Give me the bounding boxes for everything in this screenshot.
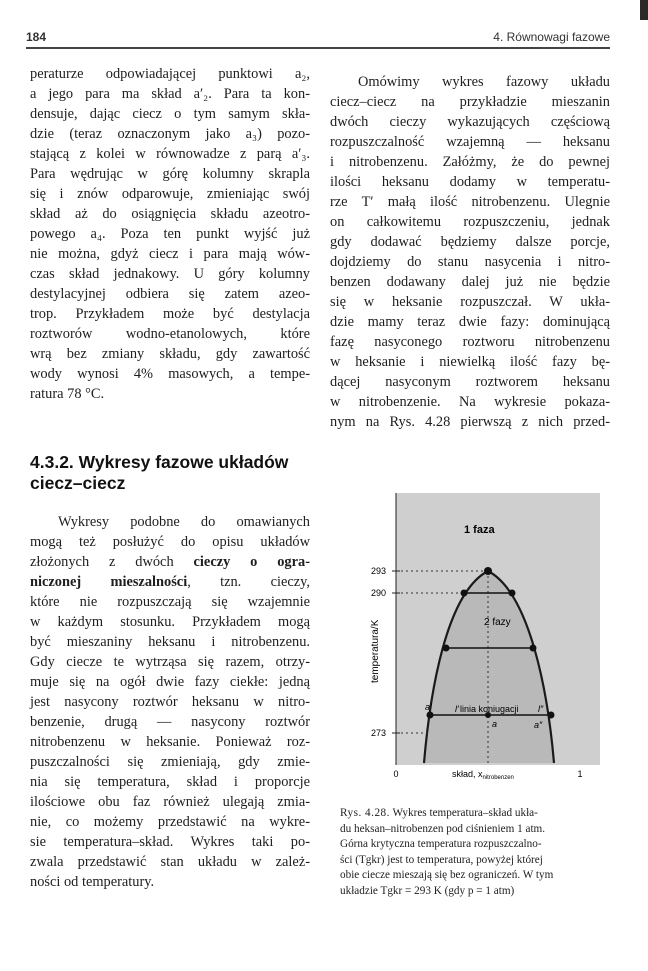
text-line: nie, co możemy przedstawić na wykre-	[30, 814, 310, 830]
text-line: a jego para ma skład a′₂. Para ta kon-	[30, 86, 310, 102]
text-line: i nitrobenzenu. Załóżmy, że do pewnej	[330, 154, 610, 170]
text-line: dzie (teraz oznaczonym jako a₃) pozo-	[30, 126, 310, 142]
text-line: sie temperatura–skład. Wykres taki po-	[30, 834, 310, 850]
text-line: benzen dodawany dalej już nie będzie	[330, 274, 610, 290]
caption-line: Górna krytyczna temperatura rozpuszczalno-	[340, 838, 542, 850]
critical-point	[484, 567, 492, 575]
text-line: w heksanie i niewielką ilość fazy bę-	[330, 354, 610, 370]
text-line: czas skład jednakowy. U góry kolumny	[30, 266, 310, 282]
label-two-phases: 2 fazy	[484, 617, 511, 628]
text-line: roztworów wodno-etanolowych, które	[30, 326, 310, 342]
text-line: wody wynosi 4% masowych, a tempe-	[30, 366, 310, 382]
text-line: mogą też posłużyć do opisu układów	[30, 534, 310, 550]
text-line: się w heksanie rozpuszczał. W ukła-	[330, 294, 610, 310]
text-line-mixed	[30, 572, 310, 592]
text-line: fazę nasyconego roztworu nitrobenzenu	[330, 334, 610, 350]
text-line: w każdym stosunku. Przykładem mogą	[30, 614, 310, 630]
point-a-prime-label: a′	[425, 702, 432, 712]
text-line: powego a₄. Poza ten punkt wyjść już	[30, 226, 310, 242]
caption-line: du heksan–nitrobenzen pod ciśnieniem 1 atm.	[340, 822, 546, 835]
text-fragment: złożonych z dwóch	[30, 554, 174, 570]
section-number: 4.3.2.	[30, 452, 74, 472]
y-axis-label: temperatura/K	[370, 619, 381, 683]
left-column-top	[30, 64, 310, 404]
chapter-title: 4. Równowagi fazowe	[493, 30, 610, 44]
tie-point	[548, 712, 555, 719]
text-line: peraturze odpowiadającej punktowi a₂,	[30, 66, 310, 82]
point-a-double-prime-label: a″	[534, 720, 543, 730]
tie-point	[530, 645, 537, 652]
text-line-mixed	[30, 552, 310, 572]
caption-lead: Rys. 4.28.	[340, 807, 390, 819]
page-corner-mark	[640, 0, 648, 20]
text-line: jest nasycony roztwór heksanu w nitro-	[30, 694, 310, 710]
text-line: Omówimy wykres fazowy układu	[358, 74, 610, 90]
text-line: nym na Rys. 4.28 pierwszą z nich przed-	[330, 414, 610, 430]
x-tick-label-1: 1	[577, 769, 583, 779]
text-line: Gdy ciecze te wytrząsa się razem, otrzy-	[30, 654, 310, 670]
left-column-bottom	[30, 512, 310, 892]
text-line: dwóch cieczy wykazujących częściową	[330, 114, 610, 130]
right-column	[330, 72, 610, 432]
text-line: zwala przedstawić stan układu w zależ-	[30, 854, 310, 870]
text-line: w nitrobenzenie. Na wykresie pokaza-	[330, 394, 610, 410]
section-title-line2: ciecz–ciecz	[30, 473, 126, 493]
x-axis-label-main: skład, x	[452, 769, 483, 779]
text-line: rze T′ małą ilość nitrobenzenu. Ulegnie	[330, 194, 610, 210]
text-line: nia się temperatura, skład i proporcje	[30, 774, 310, 790]
bold-term: niczonej mieszalności	[30, 574, 188, 590]
point-a-label: a	[492, 719, 498, 729]
tick-label-293: 293	[370, 566, 386, 576]
caption-line: układzie Tgkr = 293 K (gdy p = 1 atm)	[340, 884, 515, 897]
text-line: które nie rozpuszczają się wzajemnie	[30, 594, 310, 610]
text-line: on całkowitemu rozpuszczeniu, jednak	[330, 214, 610, 230]
tie-point	[461, 590, 468, 597]
text-line: Para wędrując w górę kolumny skrapla	[30, 166, 310, 182]
phase-diagram-figure	[368, 493, 600, 793]
header-rule	[26, 47, 610, 49]
tick-label-290: 290	[370, 588, 386, 598]
caption-line: obie ciecze mieszają się bez ograniczeń. W tym	[340, 869, 554, 881]
page-header	[26, 30, 610, 46]
x-axis-label-subscript: nitrobenzen	[482, 775, 514, 781]
marker-l-double-prime: l″	[538, 704, 544, 714]
text-line: dzie mamy teraz dwie fazy: dominującą	[330, 314, 610, 330]
tie-point	[509, 590, 516, 597]
caption-line	[340, 806, 610, 822]
tie-point	[427, 712, 434, 719]
caption-line: ści (Tgkr) jest to temperatura, powyżej której	[340, 853, 543, 866]
tie-line-label: linia koniugacji	[460, 704, 519, 714]
tick-label-273: 273	[370, 728, 386, 738]
text-line: Wykresy podobne do omawianych	[58, 514, 310, 530]
text-line: nie można, gdyż ciecz i para mają wów-	[30, 246, 310, 262]
text-line: benzenie, drugą — nasycony roztwór	[30, 714, 310, 730]
text-line: ciecz–ciecz na przykładzie mieszanin	[330, 94, 610, 110]
page-number: 184	[26, 30, 47, 44]
bold-term: cieczy o ogra-	[193, 554, 311, 570]
marker-l-prime: l′	[455, 704, 459, 714]
text-fragment: , tzn. cieczy,	[187, 574, 310, 590]
figure-caption	[340, 806, 610, 899]
text-line: ności od temperatury.	[30, 874, 155, 890]
text-line: ilości heksanu dodamy w temperatu-	[330, 174, 610, 190]
text-line: wrą bez zmiany składu, gdy zawartość	[30, 346, 310, 362]
label-one-phase: 1 faza	[464, 524, 495, 536]
text-line: destylacyjnej odbiera się zatem azeo-	[30, 286, 310, 302]
text-line: ilościowe obu faz również ulegają zmia-	[30, 794, 310, 810]
text-line: rozpuszczalność wzajemną — heksanu	[330, 134, 610, 150]
text-line: dącej nasyconym roztworem heksanu	[330, 374, 610, 390]
section-heading	[30, 452, 320, 494]
text-line: ratura 78 °C.	[30, 386, 105, 402]
text-line: się i znów odparowuje, zmieniając swój	[30, 186, 310, 202]
text-line: trop. Przykładem może być destylacja	[30, 306, 310, 322]
caption-text: Wykres temperatura–skład ukła-	[392, 807, 538, 819]
text-line: skład aż do osiągnięcia składu azeotro-	[30, 206, 310, 222]
text-line: stającą z kolei w równowadze z parą a′₃.	[30, 146, 310, 162]
phase-diagram-svg	[368, 493, 600, 793]
text-line: densuje, dając ciecz o tym samym skła-	[30, 106, 310, 122]
text-line: dojdziemy do stanu nasycenia i nitro-	[330, 254, 610, 270]
text-line: gdy dodawać będziemy dalsze porcje,	[330, 234, 610, 250]
tie-point	[443, 645, 450, 652]
text-line: muje się na ogół dwie fazy ciekłe: jedną	[30, 674, 310, 690]
text-line: nitrobenzenu w heksanie. Ponieważ roz-	[30, 734, 310, 750]
text-line: puszczalności się zmieniają, gdy zmie-	[30, 754, 310, 770]
section-title-line1: Wykresy fazowe układów	[78, 452, 289, 472]
x-tick-label-0: 0	[393, 769, 399, 779]
x-axis-label	[452, 769, 514, 781]
text-line: być mieszaniny heksanu i nitrobenzenu.	[30, 634, 310, 650]
